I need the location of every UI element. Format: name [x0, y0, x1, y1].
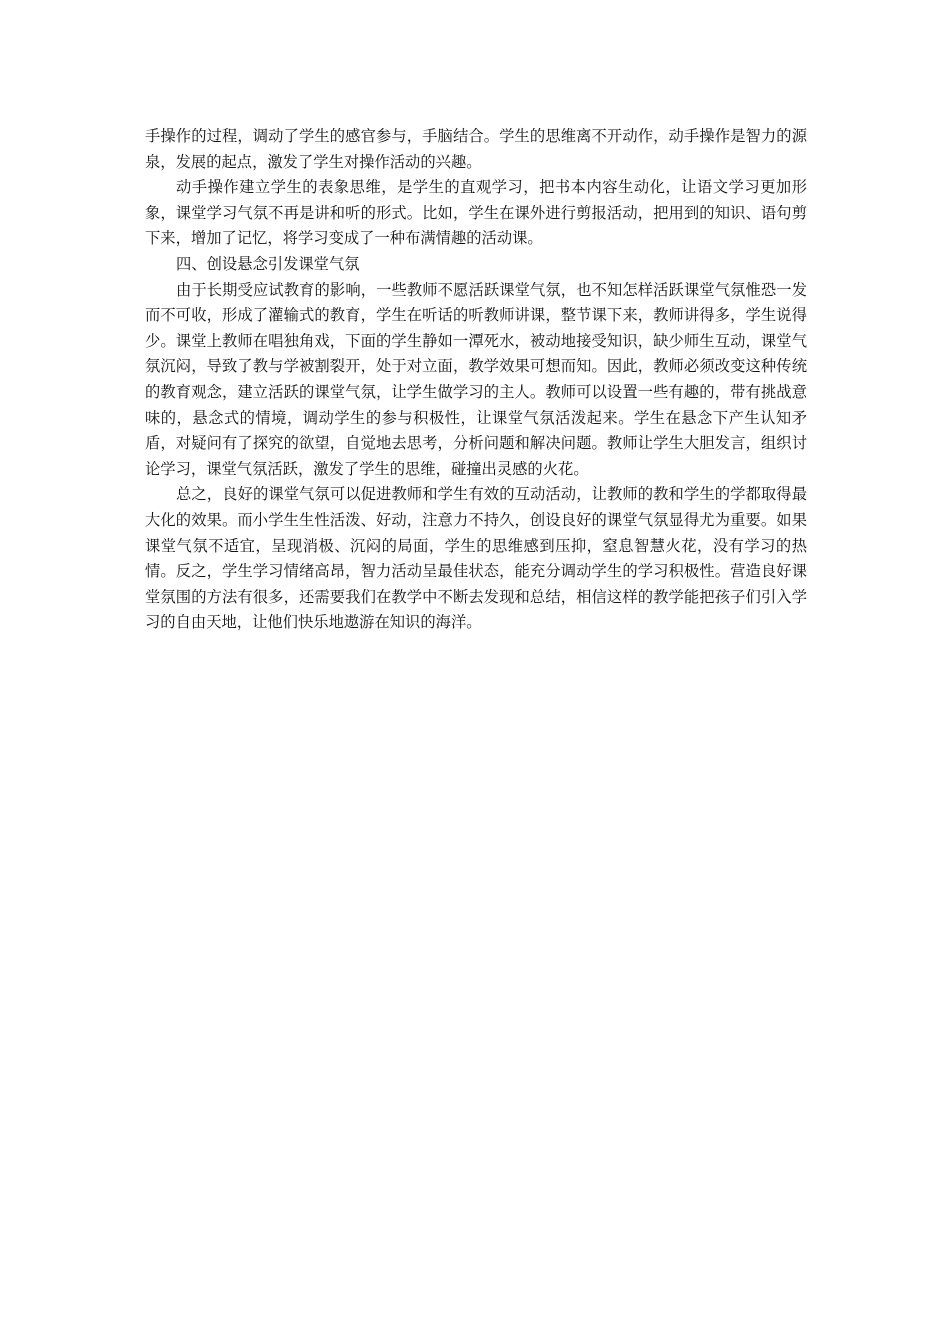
paragraph-conclusion: 总之，良好的课堂气氛可以促进教师和学生有效的互动活动，让教师的教和学生的学都取得最大化的效果。而小学生生性活泼、好动，注意力不持久，创设良好的课堂气氛显得尤为重要。如果课堂气氛不适宜，呈现消极、沉闷的局面，学生的思维感到压抑，窒息智慧火花，没有学习的热情。反之，学生学习情绪高昂，智力活动呈最佳状态，能充分调动学生的学习积极性。营造良好课堂氛围的方法有很多，还需要我们在教学中不断去发现和总结，相信这样的教学能把孩子们引入学习的自由天地，让他们快乐地遨游在知识的海洋。 — [145, 485, 807, 632]
paragraph-suspense: 由于长期受应试教育的影响，一些教师不愿活跃课堂气氛，也不知怎样活跃课堂气氛惟恐一发而不可收，形成了灌输式的教育，学生在听话的听教师讲课，整节课下来，教师讲得多，学生说得少。课堂上教师在唱独角戏，下面的学生静如一潭死水，被动地接受知识，缺少师生互动，课堂气氛沉闷，导致了教与学被割裂开，处于对立面，教学效果可想而知。因此，教师必须改变这种传统的教育观念，建立活跃的课堂气氛，让学生做学习的主人。教师可以设置一些有趣的，带有挑战意味的，悬念式的情境，调动学生的参与积极性，让课堂气氛活泼起来。学生在悬念下产生认知矛盾，对疑问有了探究的欲望，自觉地去思考，分析问题和解决问题。教师让学生大胆发言，组织讨论学习，课堂气氛活跃，激发了学生的思维，碰撞出灵感的火花。 — [145, 280, 807, 478]
paragraph-hands-on: 动手操作建立学生的表象思维，是学生的直观学习，把书本内容生动化，让语文学习更加形象，课堂学习气氛不再是讲和听的形式。比如，学生在课外进行剪报活动，把用到的知识、语句剪下来，增加了记忆，将学习变成了一种布满情趣的活动课。 — [145, 178, 807, 248]
document-body — [145, 124, 807, 636]
paragraph-continuation: 手操作的过程，调动了学生的感官参与，手脑结合。学生的思维离不开动作，动手操作是智力的源泉，发展的起点，激发了学生对操作活动的兴趣。 — [145, 127, 807, 171]
section-heading: 四、创设悬念引发课堂气氛 — [176, 254, 360, 273]
